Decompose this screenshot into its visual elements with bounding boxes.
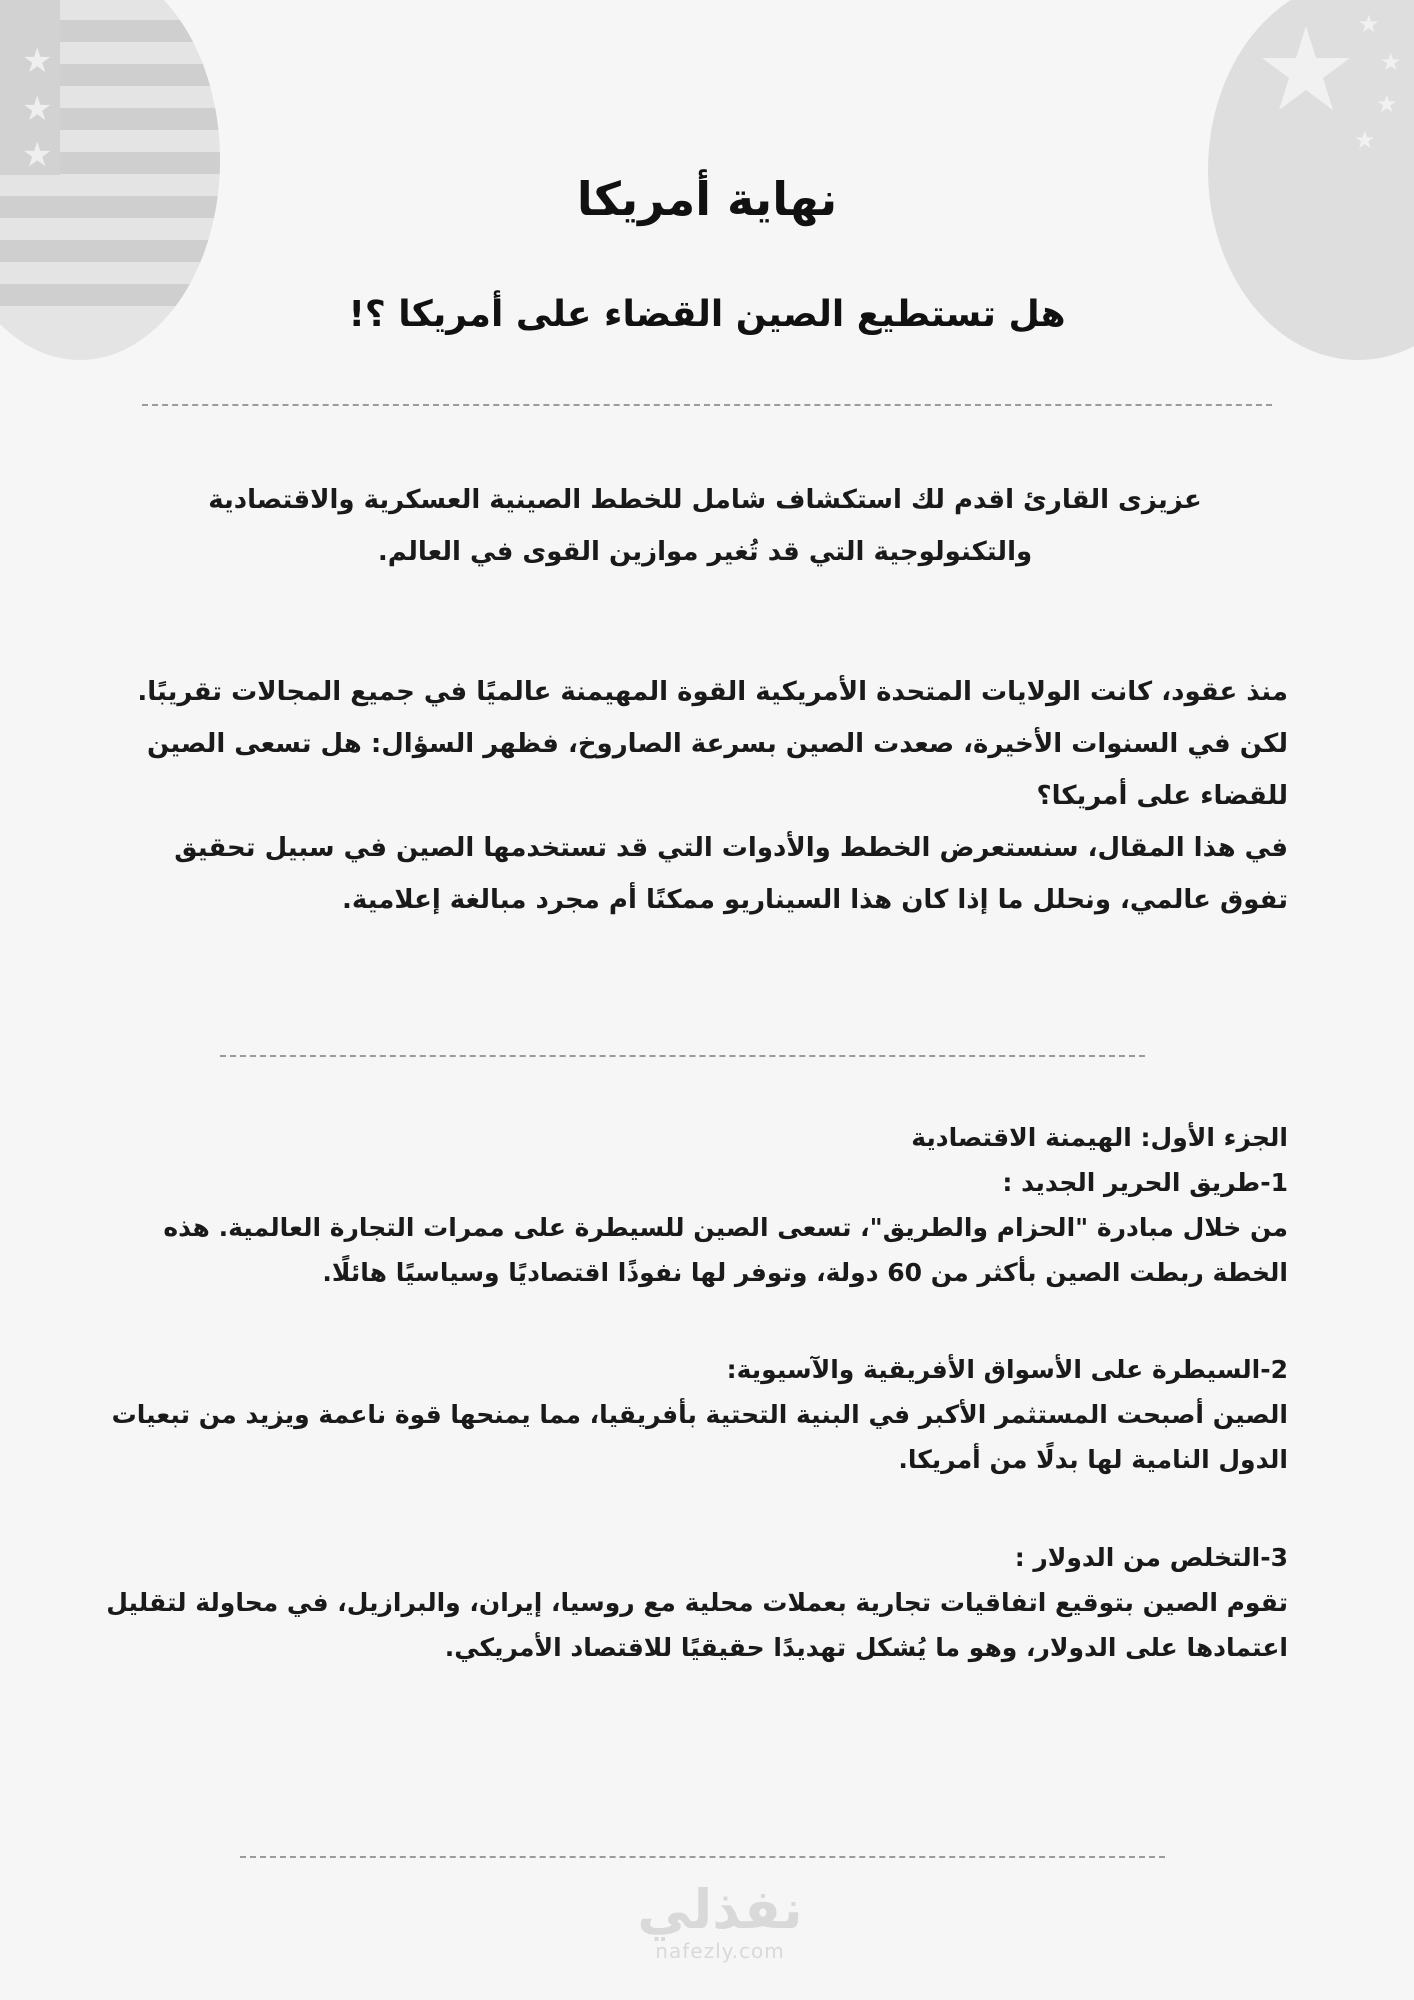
section-1-title: 1-طريق الحرير الجديد : bbox=[1002, 1168, 1288, 1197]
section-1-body: من خلال مبادرة "الحزام والطريق"، تسعى الصين للسيطرة على ممرات التجارة العالمية. هذه الخطة ربطت الصين بأكثر من 60 دولة، وتوفر لها نفوذًا اقتصاديًا وسياسيًا هائلًا. bbox=[163, 1213, 1288, 1287]
divider bbox=[142, 404, 1272, 406]
svg-text:★: ★ bbox=[22, 89, 53, 129]
section-2 bbox=[88, 1347, 1288, 1482]
watermark-logo-text: نفذلي bbox=[637, 1878, 803, 1941]
opening-line-3: في هذا المقال، سنستعرض الخطط والأدوات التي قد تستخدمها الصين في سبيل تحقيق تفوق عالمي، ونحلل ما إذا كان هذا السيناريو ممكنًا أم مجرد مبالغة إعلامية. bbox=[174, 833, 1288, 915]
section-2-body: الصين أصبحت المستثمر الأكبر في البنية التحتية بأفريقيا، مما يمنحها قوة ناعمة ويزيد من تبعيات الدول النامية لها بدلًا من أمريكا. bbox=[111, 1400, 1288, 1474]
section-3-title: 3-التخلص من الدولار : bbox=[1014, 1543, 1288, 1572]
page-title: نهاية أمريكا bbox=[576, 172, 838, 226]
section-1 bbox=[88, 1115, 1288, 1295]
section-3-body: تقوم الصين بتوقيع اتفاقيات تجارية بعملات محلية مع روسيا، إيران، والبرازيل، في محاولة لتقليل اعتمادها على الدولار، وهو ما يُشكل تهديدًا حقيقيًا للاقتصاد الأمريكي. bbox=[106, 1588, 1288, 1662]
page-subtitle: هل تستطيع الصين القضاء على أمريكا ؟! bbox=[348, 294, 1066, 335]
nafezly-watermark bbox=[600, 1880, 840, 1962]
svg-text:★: ★ bbox=[22, 135, 53, 175]
divider bbox=[240, 1856, 1165, 1858]
section-2-title: 2-السيطرة على الأسواق الأفريقية والآسيوية: bbox=[726, 1355, 1288, 1384]
watermark-url: nafezly.com bbox=[655, 1939, 785, 1963]
section-3 bbox=[88, 1535, 1288, 1670]
svg-text:★: ★ bbox=[1376, 90, 1398, 118]
svg-text:★: ★ bbox=[1380, 48, 1402, 76]
opening-paragraph bbox=[120, 666, 1288, 926]
opening-line-2: لكن في السنوات الأخيرة، صعدت الصين بسرعة الصاروخ، فظهر السؤال: هل تسعى الصين للقضاء على أمريكا؟ bbox=[146, 729, 1288, 811]
part-heading: الجزء الأول: الهيمنة الاقتصادية bbox=[911, 1123, 1288, 1152]
svg-text:★: ★ bbox=[22, 41, 53, 81]
svg-text:★: ★ bbox=[1358, 10, 1380, 38]
divider bbox=[220, 1055, 1145, 1057]
svg-text:★: ★ bbox=[1354, 126, 1376, 154]
opening-line-1: منذ عقود، كانت الولايات المتحدة الأمريكية القوة المهيمنة عالميًا في جميع المجالات تقريبًا. bbox=[137, 677, 1288, 707]
intro-paragraph: عزيزى القارئ اقدم لك استكشاف شامل للخطط الصينية العسكرية والاقتصادية والتكنولوجية التي قد تُغير موازين القوى في العالم. bbox=[208, 485, 1202, 567]
